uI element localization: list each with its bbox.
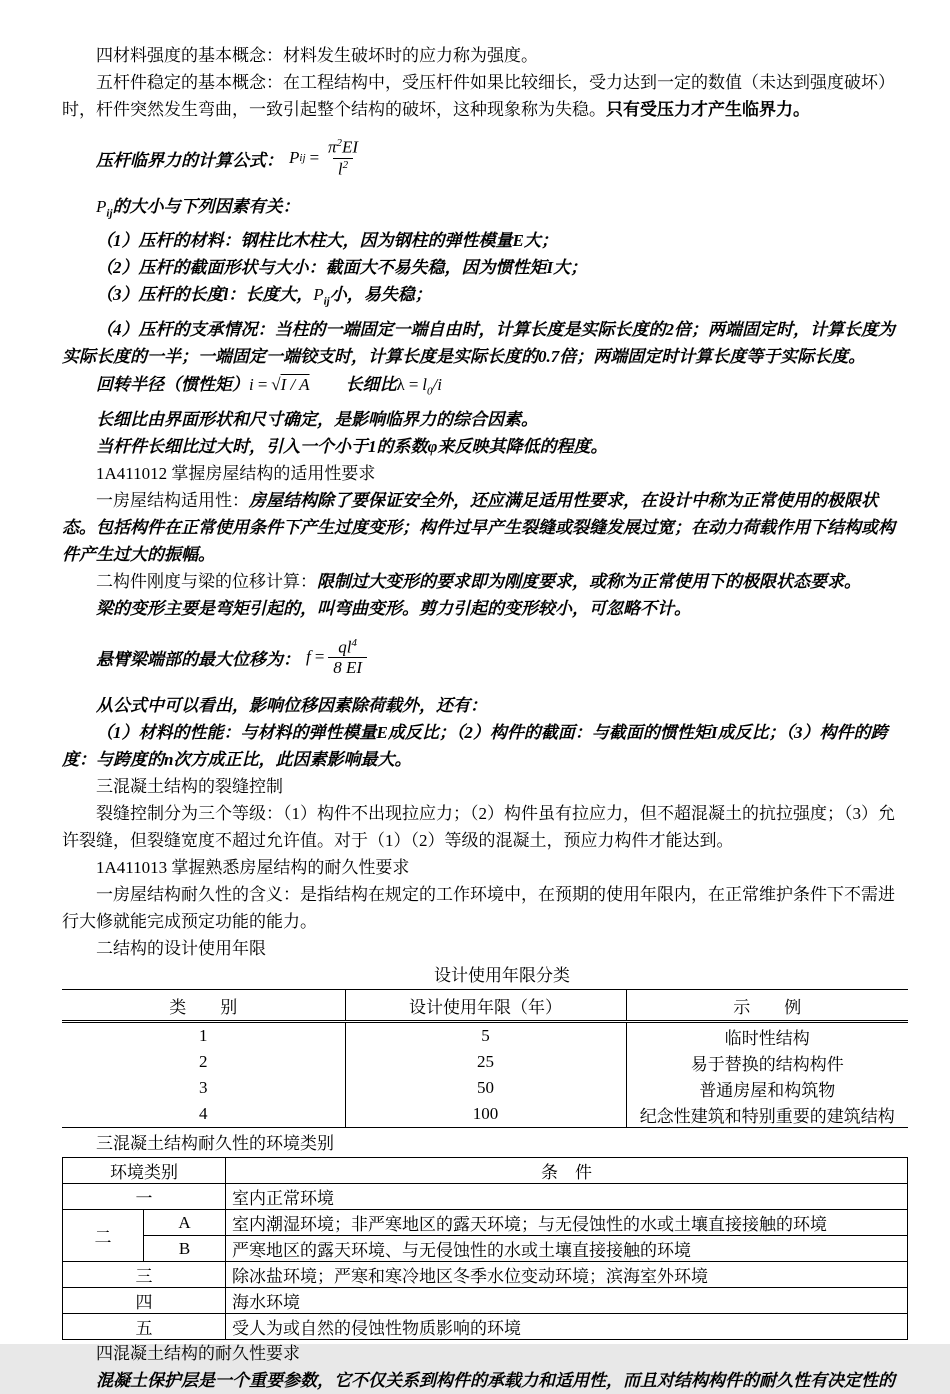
sqrt-radicand: I / A: [280, 374, 310, 394]
stability-text: 五杆件稳定的基本概念：在工程结构中，受压杆件如果比较细长，受力达到一定的数值（未达到强度破坏）时，杆件突然发生弯曲，一致引起整个结构的破坏，这种现象称为失稳。: [62, 73, 895, 119]
fraction-numerator: [323, 137, 363, 157]
cell-example: 纪念性建筑和特别重要的建筑结构: [639, 1106, 895, 1126]
cell-category: 五: [63, 1314, 226, 1340]
cell-condition: 严寒地区的露天环境、与无侵蚀性的水或土壤直接接触的环境: [226, 1236, 908, 1262]
math-i: i: [437, 374, 442, 394]
table-row: [63, 1184, 908, 1210]
equals-sign: =: [313, 647, 326, 667]
cell-subcategory: A: [144, 1210, 226, 1236]
paragraph-member-stability: [62, 69, 908, 123]
math-l: l: [346, 637, 352, 657]
paragraph-displacement-factors: （1）材料的性能：与材料的弹性模量E成反比；（2）构件的截面：与截面的惯性矩I成反比；（3）构件的跨度：与跨度的n次方成正比，此因素影响最大。: [62, 723, 888, 770]
math-sup-2: 2: [336, 137, 343, 150]
paragraph-factor-2: （2）压杆的截面形状与大小：截面大不易失稳，因为惯性矩I大；: [96, 258, 588, 278]
math-sup-2: 2: [342, 158, 349, 171]
table-row: [63, 1262, 908, 1288]
cell-subcategory: B: [144, 1236, 226, 1262]
table-row: [62, 1101, 908, 1128]
cell-class: 3: [62, 1075, 345, 1101]
sqrt-sign: √: [271, 374, 281, 394]
paragraph-material-strength: 四材料强度的基本概念：材料发生破坏时的应力称为强度。: [96, 46, 538, 65]
paragraph-beam-deformation: 梁的变形主要是弯矩引起的，叫弯曲变形。剪力引起的变形较小，可忽略不计。: [96, 599, 691, 619]
table-header-row: [63, 1158, 908, 1184]
heading-environment-categories: 三混凝土结构耐久性的环境类别: [96, 1134, 334, 1154]
factors-lead-text: 的大小与下列因素有关：: [112, 197, 300, 216]
table-row: [62, 1075, 908, 1101]
equals-sign: =: [407, 374, 420, 394]
heading-durability-requirements: 四混凝土结构的耐久性要求: [96, 1344, 300, 1364]
applicability-lead: 一房屋结构适用性：: [96, 491, 249, 511]
table-row: [63, 1236, 908, 1262]
paragraph-factor-4: （4）压杆的支承情况：当柱的一端固定一端自由时，计算长度是实际长度的2倍；两端固定时，计算长度为实际长度的一半；一端固定一端铰支时，计算长度是实际长度的0.7倍；两端固定时计算长度等于实际长度。: [62, 319, 895, 366]
math-q: q: [338, 637, 347, 657]
header-design-life: 设计使用年限（年）: [345, 990, 626, 1022]
stiffness-lead: 二构件刚度与梁的位移计算：: [96, 572, 317, 592]
table-header-row: [62, 990, 908, 1022]
math-8EI: 8 EI: [333, 658, 363, 677]
table-row: [63, 1314, 908, 1340]
cell-class: 4: [62, 1101, 345, 1128]
math-sub-ij: ij: [299, 152, 306, 164]
cantilever-displacement-formula: [96, 629, 908, 685]
table-row: [62, 1022, 908, 1050]
design-life-table-title: 设计使用年限分类: [434, 966, 570, 986]
fraction: [328, 637, 367, 678]
math-var-P: P: [289, 148, 300, 167]
equals-sign: =: [256, 374, 269, 394]
heading-design-life: 二结构的设计使用年限: [96, 939, 266, 959]
header-condition: 条 件: [226, 1158, 908, 1184]
cell-condition: 室内正常环境: [226, 1184, 908, 1210]
math-l: l: [337, 159, 343, 179]
paragraph-applicability: [62, 487, 908, 568]
math-i: i: [249, 374, 254, 394]
cell-class: 2: [62, 1049, 345, 1075]
math-sub-ij: ij: [323, 295, 330, 308]
radius-label: 回转半径（惯性矩）: [96, 374, 249, 394]
cell-example: 普通房屋和构筑物: [699, 1080, 836, 1100]
cell-category: 三: [63, 1262, 226, 1288]
cell-condition: 除冰盐环境；严寒和寒冷地区冬季水位变动环境；滨海室外环境: [226, 1262, 908, 1288]
cell-condition: 室内潮湿环境；非严寒地区的露天环境；与无侵蚀性的水或土壤直接接触的环境: [226, 1210, 908, 1236]
paragraph-factors-lead: [62, 193, 908, 227]
paragraph-radius-slenderness: [62, 370, 908, 406]
slenderness-label: 长细比: [345, 374, 397, 394]
applicability-em: 房屋结构除了要保证安全外，还应满足适用性要求，在设计中称为正常使用的极限状态。包括构件在正常使用条件下产生过度变形；构件过早产生裂缝或裂缝发展过宽；在动力荷载作用下结构或构件产生过大的振幅。: [62, 491, 895, 565]
math-l: l: [422, 374, 427, 394]
paragraph-slenderness-2: 当杆件长细比过大时，引入一个小于1的系数φ来反映其降低的程度。: [96, 437, 608, 457]
paragraph-displacement-lead: 从公式中可以看出，影响位移因素除荷载外，还有：: [96, 696, 487, 716]
table-row: [63, 1210, 908, 1236]
paragraph-cover-layer: 混凝土保护层是一个重要参数，它不仅关系到构件的承载力和适用性，而且对结构构件的耐久性有决定性的: [96, 1371, 895, 1391]
factor3-text-c: 小，易失稳；: [329, 285, 432, 305]
cell-years: 5: [345, 1022, 626, 1050]
cell-years: 25: [345, 1049, 626, 1075]
equals-sign: =: [308, 148, 320, 167]
cell-category: 四: [63, 1288, 226, 1314]
header-example: 示 例: [626, 990, 908, 1022]
table-row: [63, 1288, 908, 1314]
cell-years: 50: [345, 1075, 626, 1101]
cell-example: 易于替换的结构构件: [690, 1054, 844, 1074]
fraction-denominator: [333, 158, 353, 179]
math-sub-0: 0: [427, 385, 433, 398]
table-row: [62, 1049, 908, 1075]
math-var-P: P: [96, 197, 107, 216]
math-pi: π: [328, 137, 337, 157]
header-category: 类 别: [62, 990, 345, 1022]
paragraph-durability-meaning: 一房屋结构耐久性的含义：是指结构在规定的工作环境中，在预期的使用年限内，在正常维护条件下不需进行大修就能完成预定功能的能力。: [62, 885, 895, 932]
math-var-P: P: [313, 285, 324, 305]
math-var-f: f: [306, 647, 311, 667]
math-sub-ij: ij: [106, 207, 113, 220]
environment-category-table: [62, 1157, 908, 1340]
fraction-denominator: [328, 657, 367, 678]
paragraph-factor-1: （1）压杆的材料：钢柱比木柱大，因为钢柱的弹性模量E大；: [96, 231, 558, 251]
paragraph-crack-levels: 裂缝控制分为三个等级：（1）构件不出现拉应力；（2）构件虽有拉应力，但不超混凝土的抗拉强度；（3）允许裂缝，但裂缝宽度不超过允许值。对于（1）（2）等级的混凝土，预应力构件才能达到。: [62, 804, 895, 851]
heading-1a411012: 1A411012 掌握房屋结构的适用性要求: [96, 464, 376, 484]
cell-years: 100: [345, 1101, 626, 1128]
heading-1a411013: 1A411013 掌握熟悉房屋结构的耐久性要求: [96, 858, 410, 878]
cell-class: 1: [62, 1022, 345, 1050]
factor3-text-a: （3）压杆的长度: [96, 285, 224, 305]
design-life-table: [62, 989, 908, 1128]
formula-label: 悬臂梁端部的最大位移为：: [96, 649, 300, 669]
paragraph-stiffness: [62, 568, 908, 595]
math-lambda: λ: [396, 374, 405, 394]
cell-category: 一: [63, 1184, 226, 1210]
fraction: [323, 137, 363, 178]
math-l-bold: l: [223, 285, 229, 305]
cell-condition: 海水环境: [226, 1288, 908, 1314]
cell-category: 二: [63, 1210, 144, 1262]
slash: /: [432, 374, 438, 394]
math-sup-4: 4: [351, 636, 357, 649]
cell-condition: 受人为或自然的侵蚀性物质影响的环境: [226, 1314, 908, 1340]
factor3-text-b: ：长度大，: [228, 285, 314, 305]
stability-bold-text: 只有受压力才产生临界力。: [606, 100, 810, 119]
cell-example: 临时性结构: [724, 1028, 810, 1048]
paragraph-slenderness-1: 长细比由界面形状和尺寸确定，是影响临界力的综合因素。: [96, 410, 538, 430]
heading-crack-control: 三混凝土结构的裂缝控制: [96, 777, 283, 797]
fraction-numerator: [333, 637, 362, 657]
formula-label: 压杆临界力的计算公式：: [96, 150, 283, 170]
stiffness-em: 限制过大变形的要求即为刚度要求，或称为正常使用下的极限状态要求。: [317, 572, 861, 592]
paragraph-factor-3: [62, 281, 908, 315]
critical-force-formula: [96, 130, 908, 186]
header-env-category: 环境类别: [63, 1158, 226, 1184]
math-EI: EI: [342, 137, 359, 157]
